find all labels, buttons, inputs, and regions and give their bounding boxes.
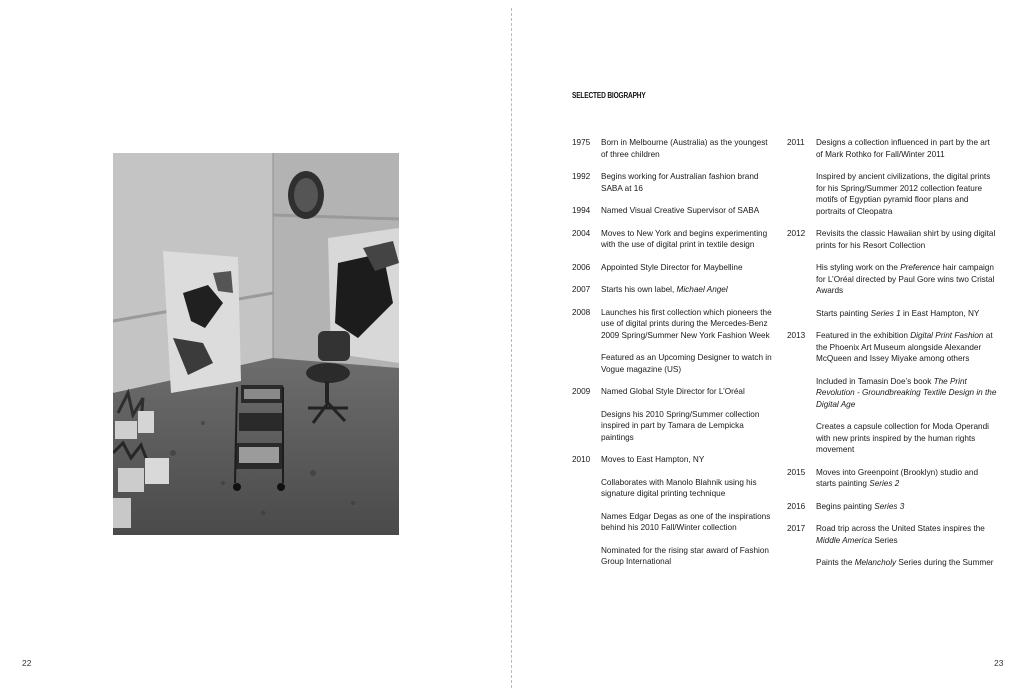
biography-entry [572,352,772,375]
entry-text-segment: Series [872,535,898,545]
right-page [512,0,1024,688]
left-page-number: 22 [22,658,32,668]
biography-entry [787,308,997,320]
entry-text [601,386,772,398]
entry-text-segment: Moves into Greenpoint (Brooklyn) studio and starts painting [816,467,979,488]
entry-text [816,376,997,411]
entry-text [816,421,997,456]
entry-text [601,307,772,342]
entry-italic-title: Digital Print Fashion [910,331,984,340]
entry-text [601,545,772,568]
entry-text [816,137,997,160]
entry-year [787,557,816,569]
entry-text [601,352,772,375]
entry-text-segment: Named Visual Creative Supervisor of SABA [601,206,760,215]
biography-entry [572,284,772,296]
entry-year: 2015 [787,467,806,477]
entry-year: 2013 [787,331,806,340]
biography-entry [572,228,772,251]
entry-text-segment: Collaborates with Manolo Blahnik using his signature digital printing technique [601,477,757,498]
biography-entry [787,330,997,365]
entry-text [601,409,772,444]
entry-text-segment: Begins working for Australian fashion brand SABA at 16 [601,172,759,193]
entry-year: 2004 [572,228,591,238]
biography-entry [572,171,772,194]
biography-entry [787,421,997,456]
entry-text-segment: at the Phoenix Art Museum alongside Alexander McQueen and Issey Miyake among others [816,331,993,363]
entry-year: 1994 [572,206,591,215]
entry-text [601,284,772,296]
entry-year: 1992 [572,172,591,181]
entry-text [816,228,997,251]
biography-entry [572,409,772,444]
entry-italic-title: Series 3 [874,501,905,511]
entry-text-segment: Designs a collection influenced in part by the art of Mark Rothko for Fall/Winter 2011 [816,138,990,159]
entry-text-segment: Featured as an Upcoming Designer to watch in Vogue magazine (US) [601,353,772,374]
entry-text-segment: Inspired by ancient civilizations, the digital prints for his Spring/Summer 2012 collection feature motifs of Egyptian pyramid floor plans and portraits of Cleopatra [816,172,991,216]
biography-entry [572,137,772,160]
entry-text [601,205,772,217]
entry-text [816,557,997,569]
biography-entry [787,137,997,160]
entry-year [787,376,816,411]
entry-text-segment: Names Edgar Degas as one of the inspirations behind his 2010 Fall/Winter collection [601,511,771,532]
biography-entry [787,467,997,490]
entry-text [601,454,772,466]
biography-entry [787,228,997,251]
entry-text [816,171,997,217]
entry-text [816,308,997,320]
entry-year [572,409,601,444]
biography-entry [787,557,997,569]
entry-year: 2008 [572,307,591,317]
entry-italic-title: The Print Revolution - Groundbreaking Textile Design in the Digital Age [816,376,997,409]
biography-entry [572,511,772,534]
entry-text-segment: Appointed Style Director for Maybelline [601,262,743,272]
entry-italic-title: Middle America [816,535,873,545]
biography-entry [572,454,772,466]
entry-year [572,545,601,568]
entry-text-segment: Paints the [816,558,855,567]
biography-entry [572,386,772,398]
entry-text [816,523,997,546]
entry-text [816,330,997,365]
entry-text [816,262,997,297]
entry-italic-title: Melancholy [854,558,897,567]
entry-year: 2012 [787,229,806,238]
entry-year: 2007 [572,285,591,294]
entry-text-segment: Included in Tamasin Doe’s book [816,376,934,386]
entry-year: 2009 [572,387,591,396]
entry-text-segment: Series during the Summer [896,558,994,567]
entry-year [572,511,601,534]
entry-year [572,477,601,500]
biography-entry [787,262,997,297]
biography-entry [572,477,772,500]
entry-italic-title: Series 2 [869,479,900,488]
entry-text-segment: hair campaign for L’Oréal directed by Paul Gore wins two Cristal Awards [816,263,995,295]
biography-entry [572,262,772,274]
entry-text [816,467,997,490]
entry-text [601,228,772,251]
entry-text-segment: in East Hampton, NY [900,308,980,318]
biography-entry [787,501,997,513]
entry-text-segment: Revisits the classic Hawaiian shirt by using digital prints for his Resort Collection [816,229,996,250]
entry-text-segment: Road trip across the United States inspires the [816,524,985,533]
entry-text-segment: Named Global Style Director for L’Oréal [601,387,745,396]
biography-entry [787,523,997,546]
entry-text-segment: His styling work on the [816,263,901,272]
entry-text [601,262,772,274]
entry-text-segment: Launches his first collection which pioneers the use of digital prints during the Mercedes-Benz 2009 Spring/Summer New York Fashion Week [601,307,772,340]
biography-entry [572,205,772,217]
biography-column-2 [787,137,997,569]
entry-year: 2016 [787,501,806,511]
entry-year: 1975 [572,138,591,147]
entry-text-segment: Begins painting [816,501,875,511]
biography-column-1 [572,137,772,568]
entry-text [601,477,772,500]
entry-year: 2011 [787,138,805,147]
entry-year [787,421,816,456]
entry-year [787,262,816,297]
entry-year [787,171,816,217]
entry-year [787,308,816,320]
entry-text-segment: Designs his 2010 Spring/Summer collection inspired in part by Tamara de Lempicka paintings [601,409,760,442]
right-page-number: 23 [994,658,1004,668]
entry-text-segment: Starts painting [816,308,871,318]
entry-year: 2010 [572,455,591,464]
entry-year: 2006 [572,262,591,272]
entry-text-segment: Born in Melbourne (Australia) as the youngest of three children [601,138,768,159]
biography-entry [787,171,997,217]
entry-text-segment: Starts his own label, [601,285,677,294]
biography-entry [572,545,772,568]
entry-year [572,352,601,375]
entry-italic-title: Series 1 [870,308,901,318]
entry-year: 2017 [787,524,806,533]
biography-heading: SELECTED BIOGRAPHY [572,91,646,100]
biography-entry [787,376,997,411]
studio-photo [113,153,399,535]
entry-text [601,511,772,534]
entry-italic-title: Michael Angel [676,285,728,294]
entry-text-segment: Nominated for the rising star award of Fashion Group International [601,545,769,566]
biography-entry [572,307,772,342]
entry-text [601,137,772,160]
entry-text-segment: Moves to New York and begins experimenting with the use of digital print in textile design [601,228,768,249]
entry-text [601,171,772,194]
entry-text [816,501,997,513]
entry-text-segment: Moves to East Hampton, NY [601,455,705,464]
entry-text-segment: Featured in the exhibition [816,331,911,340]
entry-italic-title: Preference [900,263,941,272]
entry-text-segment: Creates a capsule collection for Moda Operandi with new prints inspired by the human rights movement [816,422,989,454]
